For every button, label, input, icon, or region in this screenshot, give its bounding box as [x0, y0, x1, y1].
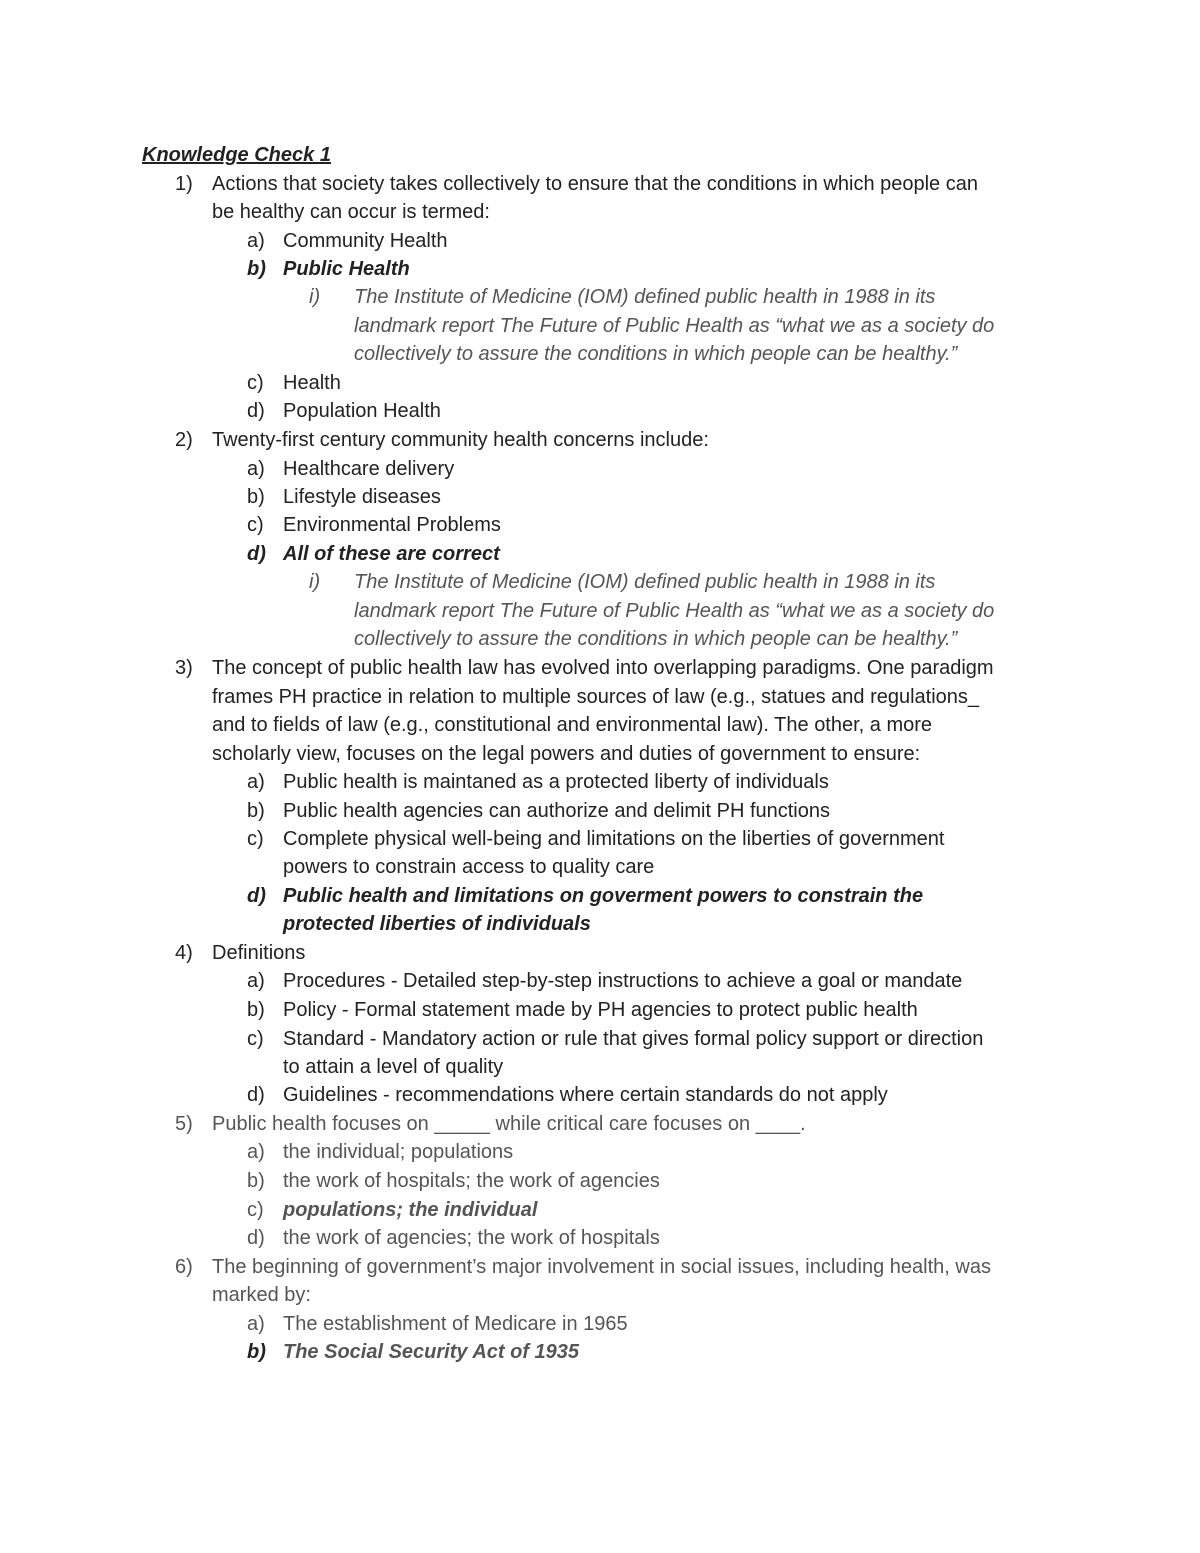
question-number: 2) [175, 429, 193, 451]
question-number: 4) [175, 942, 193, 964]
option-text: Public health agencies can authorize and delimit PH functions [283, 800, 830, 822]
option-letter: c) [247, 1028, 264, 1050]
option-text: The establishment of Medicare in 1965 [283, 1313, 628, 1335]
option-letter: b) [247, 999, 265, 1021]
note-label: i) [309, 571, 321, 593]
note-text: collectively to assure the conditions in which people can be healthy.” [354, 343, 958, 365]
question-text: marked by: [212, 1284, 311, 1306]
option-letter: c) [247, 828, 264, 850]
option-text: Procedures - Detailed step-by-step instructions to achieve a goal or mandate [283, 970, 963, 992]
option-letter: d) [247, 400, 265, 422]
option-text: Community Health [283, 230, 448, 252]
question-text: The beginning of government’s major involvement in social issues, including health, was [212, 1256, 991, 1278]
option-text: the work of agencies; the work of hospitals [283, 1227, 660, 1249]
page-title: Knowledge Check 1 [142, 144, 331, 166]
question-text: Definitions [212, 942, 306, 964]
option-letter: a) [247, 1141, 265, 1163]
option-letter: d) [247, 1084, 265, 1106]
option-text: Environmental Problems [283, 514, 501, 536]
question-text: and to fields of law (e.g., constitutional and environmental law). The other, a more [212, 714, 933, 736]
option-text: Policy - Formal statement made by PH agencies to protect public health [283, 999, 918, 1021]
correct-option-text: populations; the individual [283, 1199, 538, 1221]
correct-option-text: protected liberties of individuals [283, 913, 591, 935]
correct-option-letter: b) [247, 1341, 266, 1363]
correct-option-text: Public health and limitations on goverment powers to constrain the [283, 885, 924, 907]
note-text: The Institute of Medicine (IOM) defined public health in 1988 in its [354, 571, 936, 593]
note-text: landmark report The Future of Public Health as “what we as a society do [354, 600, 995, 622]
note-text: collectively to assure the conditions in which people can be healthy.” [354, 628, 958, 650]
question-number: 1) [175, 173, 193, 195]
option-letter: d) [247, 1227, 265, 1249]
correct-option-letter: d) [247, 543, 266, 565]
option-letter: b) [247, 800, 265, 822]
option-text: Guidelines - recommendations where certain standards do not apply [283, 1084, 888, 1106]
option-letter: c) [247, 372, 264, 394]
option-text: Health [283, 372, 341, 394]
option-letter: b) [247, 486, 265, 508]
question-text: Twenty-first century community health concerns include: [212, 429, 709, 451]
note-label: i) [309, 286, 321, 308]
option-text: the work of hospitals; the work of agencies [283, 1170, 660, 1192]
correct-option-letter: b) [247, 258, 266, 280]
correct-option-letter: c) [247, 1199, 264, 1221]
question-number: 5) [175, 1113, 193, 1135]
question-text: Public health focuses on _____ while critical care focuses on ____. [212, 1113, 806, 1135]
option-letter: c) [247, 514, 264, 536]
question-text: frames PH practice in relation to multiple sources of law (e.g., statues and regulations_ [212, 686, 980, 708]
option-text: Healthcare delivery [283, 458, 455, 480]
option-text: Lifestyle diseases [283, 486, 441, 508]
correct-option-text: All of these are correct [283, 543, 500, 565]
option-text: the individual; populations [283, 1141, 514, 1163]
option-text: to attain a level of quality [283, 1056, 504, 1078]
note-text: landmark report The Future of Public Health as “what we as a society do [354, 315, 995, 337]
option-text: Public health is maintaned as a protected liberty of individuals [283, 771, 829, 793]
note-text: The Institute of Medicine (IOM) defined public health in 1988 in its [354, 286, 936, 308]
option-letter: a) [247, 1313, 265, 1335]
correct-option-text: The Social Security Act of 1935 [283, 1341, 580, 1363]
option-letter: a) [247, 771, 265, 793]
option-letter: a) [247, 458, 265, 480]
question-number: 6) [175, 1256, 193, 1278]
correct-option-text: Public Health [283, 258, 410, 280]
question-number: 3) [175, 657, 193, 679]
question-text: be healthy can occur is termed: [212, 201, 490, 223]
option-letter: a) [247, 230, 265, 252]
option-text: Population Health [283, 400, 441, 422]
option-letter: a) [247, 970, 265, 992]
question-text: Actions that society takes collectively to ensure that the conditions in which people can [212, 173, 978, 195]
option-text: powers to constrain access to quality care [283, 856, 655, 878]
option-letter: b) [247, 1170, 265, 1192]
question-text: scholarly view, focuses on the legal powers and duties of government to ensure: [212, 743, 921, 765]
question-text: The concept of public health law has evolved into overlapping paradigms. One paradigm [212, 657, 994, 679]
option-text: Standard - Mandatory action or rule that gives formal policy support or direction [283, 1028, 984, 1050]
option-text: Complete physical well-being and limitations on the liberties of government [283, 828, 945, 850]
correct-option-letter: d) [247, 885, 266, 907]
